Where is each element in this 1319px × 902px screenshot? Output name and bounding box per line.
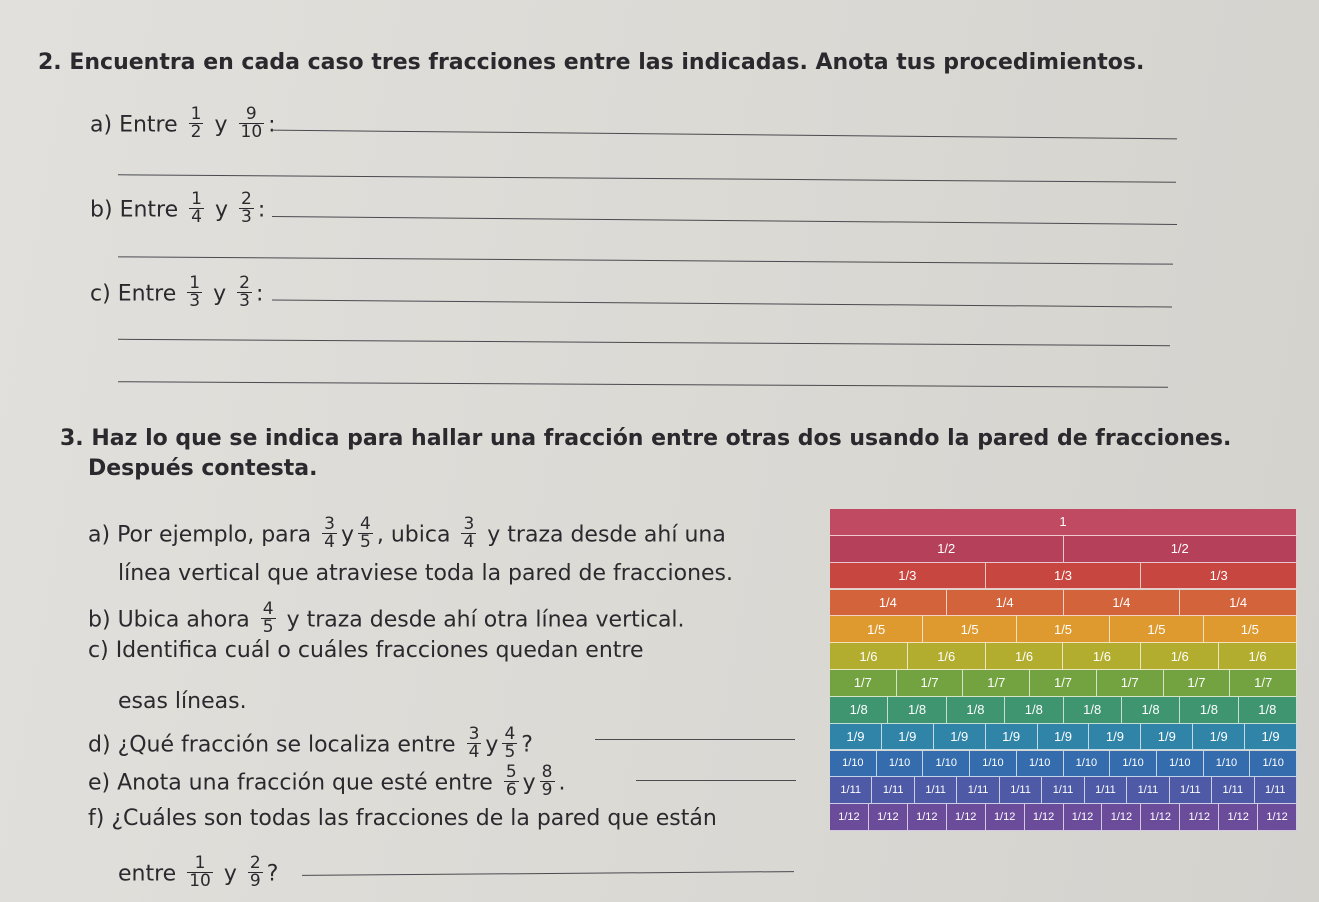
- exercise-3-number: 3.: [60, 426, 84, 451]
- entre-text: Entre: [119, 197, 179, 223]
- fraction-cell: 1/8: [1122, 697, 1180, 724]
- fraction-cell: 1/12: [1141, 804, 1180, 831]
- exercise-2-number: 2.: [38, 50, 62, 75]
- exercise-3-instruction-2: Después contesta.: [88, 456, 318, 481]
- fraction-cell: 1/12: [1219, 804, 1258, 831]
- fraction-cell: 1/5: [923, 616, 1016, 643]
- fraction: $\frac{2}{9}$: [249, 853, 261, 891]
- fraction-wall-row-12: [830, 804, 1297, 831]
- fraction-cell: 1/11: [1170, 777, 1212, 804]
- fraction-cell: 1/12: [1025, 804, 1064, 831]
- answer-line[interactable]: [302, 871, 794, 876]
- answer-line[interactable]: [636, 780, 796, 781]
- fraction-cell: 1/12: [869, 804, 908, 831]
- fraction-cell: 1/8: [1005, 697, 1063, 724]
- fraction-wall-row-2: [830, 536, 1297, 563]
- fraction-cell: 1/9: [934, 724, 986, 751]
- fraction: $\frac{5}{6}$: [505, 762, 517, 800]
- fraction: $\frac{8}{9}$: [541, 762, 553, 800]
- exercise-3-heading: [60, 426, 1231, 452]
- fraction-cell: 1/5: [830, 616, 923, 643]
- fraction-cell: 1/6: [830, 643, 908, 670]
- fraction-cell: 1/11: [1085, 777, 1127, 804]
- fraction-wall: [830, 509, 1297, 831]
- fraction-cell: 1/12: [947, 804, 986, 831]
- fraction-wall-row-10: [830, 751, 1297, 778]
- fraction-cell: 1/8: [1239, 697, 1297, 724]
- fraction-cell: 1/12: [830, 804, 869, 831]
- fraction-cell: 1/2: [830, 536, 1064, 563]
- exercise-3f-line2: entre $\frac{1}{10}$ y $\frac{2}{9}$ ?: [118, 853, 279, 891]
- fraction-wall-row-11: [830, 777, 1297, 804]
- fraction: $\frac{4}{5}$: [262, 599, 274, 637]
- exercise-2b: b) Entre $\frac{1}{4}$ y $\frac{2}{3}$ :: [90, 189, 266, 227]
- fraction-cell: 1/5: [1017, 616, 1110, 643]
- answer-line[interactable]: [272, 299, 1172, 307]
- fraction-cell: 1/8: [947, 697, 1005, 724]
- fraction-cell: 1/7: [897, 670, 964, 697]
- fraction-cell: 1/11: [830, 777, 872, 804]
- exercise-2a: a) Entre $\frac{1}{2}$ y $\frac{9}{10}$ :: [90, 104, 276, 142]
- exercise-3-instruction-1: Haz lo que se indica para hallar una fracción entre otras dos usando la pared de fracciones.: [91, 426, 1232, 451]
- fraction: $\frac{3}{4}$: [324, 514, 335, 552]
- fraction-wall-row-1: [830, 509, 1297, 536]
- fraction-cell: 1/12: [1180, 804, 1219, 831]
- fraction-cell: 1/12: [1102, 804, 1141, 831]
- fraction-cell: 1/8: [830, 697, 888, 724]
- fraction: $\frac{1}{2}$: [190, 104, 202, 142]
- fraction-cell: 1/10: [1157, 751, 1204, 778]
- fraction-cell: 1/9: [1193, 724, 1245, 751]
- fraction-cell: 1/10: [1017, 751, 1064, 778]
- fraction-cell: 1/11: [872, 777, 914, 804]
- fraction: $\frac{3}{4}$: [468, 724, 480, 762]
- fraction: $\frac{4}{5}$: [360, 514, 371, 552]
- fraction-cell: 1/12: [908, 804, 947, 831]
- fraction-cell: 1/12: [1064, 804, 1103, 831]
- fraction-cell: 1/4: [947, 590, 1064, 617]
- fraction-wall-row-9: [830, 724, 1297, 751]
- fraction-cell: 1/4: [830, 590, 947, 617]
- fraction: $\frac{1}{10}$: [189, 853, 211, 891]
- fraction-cell: 1/7: [963, 670, 1030, 697]
- entre-text: Entre: [117, 281, 177, 307]
- fraction-wall-row-7: [830, 670, 1297, 697]
- exercise-3f: f) ¿Cuáles son todas las fracciones de la pared que están: [88, 806, 717, 831]
- fraction-wall-row-6: [830, 643, 1297, 670]
- answer-line[interactable]: [595, 739, 795, 740]
- exercise-2-heading: [38, 50, 1144, 76]
- fraction-cell: 1/7: [1097, 670, 1164, 697]
- fraction-cell: 1/6: [1219, 643, 1297, 670]
- fraction-cell: 1/10: [1110, 751, 1157, 778]
- fraction-wall-row-4: [830, 590, 1297, 617]
- fraction-cell: 1/10: [970, 751, 1017, 778]
- fraction-cell: 1/6: [1063, 643, 1141, 670]
- fraction-cell: 1/2: [1064, 536, 1298, 563]
- exercise-3a: a) Por ejemplo, para $\frac{3}{4}$ y $\frac{4}{5}$ , ubica $\frac{3}{4}$ y traza desde ahí una: [88, 514, 726, 552]
- fraction-wall-row-5: [830, 616, 1297, 643]
- fraction-cell: 1/8: [1064, 697, 1122, 724]
- answer-line[interactable]: [118, 339, 1170, 346]
- fraction-cell: 1/4: [1180, 590, 1297, 617]
- answer-line[interactable]: [118, 256, 1173, 264]
- fraction: $\frac{2}{3}$: [239, 273, 250, 311]
- answer-line[interactable]: [272, 130, 1177, 140]
- fraction-cell: 1/6: [986, 643, 1064, 670]
- fraction-cell: 1/5: [1110, 616, 1203, 643]
- fraction: $\frac{9}{10}$: [240, 104, 263, 142]
- fraction-cell: 1/3: [986, 563, 1142, 590]
- item-label: c): [90, 281, 111, 307]
- exercise-3e: e) Anota una fracción que esté entre $\frac{5}{6}$ y $\frac{8}{9}$ .: [88, 762, 566, 800]
- fraction-cell: 1/9: [830, 724, 882, 751]
- fraction-cell: 1/11: [1127, 777, 1169, 804]
- fraction-cell: 1/5: [1204, 616, 1297, 643]
- fraction-cell: 1/7: [1164, 670, 1231, 697]
- fraction-cell: 1/9: [986, 724, 1038, 751]
- fraction-cell: 1/6: [908, 643, 986, 670]
- exercise-2-instruction: Encuentra en cada caso tres fracciones entre las indicadas. Anota tus procedimientos.: [69, 50, 1145, 75]
- fraction-cell: 1/6: [1141, 643, 1219, 670]
- fraction-cell: 1/8: [888, 697, 946, 724]
- fraction-cell: 1/11: [1255, 777, 1297, 804]
- answer-line[interactable]: [272, 216, 1177, 225]
- item-label: b): [90, 197, 113, 223]
- fraction-cell: 1/7: [830, 670, 897, 697]
- fraction-cell: 1: [830, 509, 1297, 536]
- fraction-wall-row-8: [830, 697, 1297, 724]
- fraction-cell: 1/10: [877, 751, 924, 778]
- fraction-cell: 1/9: [882, 724, 934, 751]
- fraction-cell: 1/3: [830, 563, 986, 590]
- exercise-3a-line2: línea vertical que atraviese toda la pared de fracciones.: [118, 561, 734, 586]
- entre-text: Entre: [119, 112, 178, 138]
- fraction-cell: 1/9: [1141, 724, 1193, 751]
- fraction-cell: 1/11: [1000, 777, 1042, 804]
- fraction-cell: 1/3: [1141, 563, 1297, 590]
- fraction: $\frac{1}{4}$: [191, 189, 202, 227]
- fraction-cell: 1/12: [1258, 804, 1297, 831]
- fraction-cell: 1/9: [1245, 724, 1297, 751]
- answer-line[interactable]: [118, 381, 1168, 387]
- answer-line[interactable]: [118, 174, 1176, 182]
- exercise-3d: d) ¿Qué fracción se localiza entre $\frac{3}{4}$ y $\frac{4}{5}$ ?: [88, 724, 533, 762]
- fraction-cell: 1/7: [1030, 670, 1097, 697]
- fraction-cell: 1/8: [1180, 697, 1238, 724]
- fraction-cell: 1/11: [1212, 777, 1254, 804]
- fraction-cell: 1/9: [1089, 724, 1141, 751]
- fraction: $\frac{3}{4}$: [463, 514, 475, 552]
- exercise-3c: c) Identifica cuál o cuáles fracciones quedan entre: [88, 638, 644, 663]
- fraction-cell: 1/11: [957, 777, 999, 804]
- fraction-cell: 1/12: [986, 804, 1025, 831]
- fraction: $\frac{1}{3}$: [189, 273, 201, 311]
- fraction-cell: 1/9: [1038, 724, 1090, 751]
- exercise-3c-line2: esas líneas.: [118, 689, 247, 714]
- fraction: $\frac{4}{5}$: [504, 724, 516, 762]
- fraction-cell: 1/10: [1064, 751, 1111, 778]
- item-label: a): [90, 112, 113, 138]
- fraction-cell: 1/10: [830, 751, 877, 778]
- fraction-wall-row-3: [830, 563, 1297, 590]
- fraction-cell: 1/7: [1230, 670, 1297, 697]
- fraction-cell: 1/11: [1042, 777, 1084, 804]
- fraction-cell: 1/4: [1064, 590, 1181, 617]
- exercise-2c: c) Entre $\frac{1}{3}$ y $\frac{2}{3}$ :: [90, 273, 264, 311]
- exercise-3b: b) Ubica ahora $\frac{4}{5}$ y traza desde ahí otra línea vertical.: [88, 599, 685, 637]
- fraction: $\frac{2}{3}$: [241, 189, 252, 227]
- fraction-cell: 1/10: [1250, 751, 1297, 778]
- fraction-cell: 1/11: [915, 777, 957, 804]
- fraction-cell: 1/10: [923, 751, 970, 778]
- fraction-cell: 1/10: [1204, 751, 1251, 778]
